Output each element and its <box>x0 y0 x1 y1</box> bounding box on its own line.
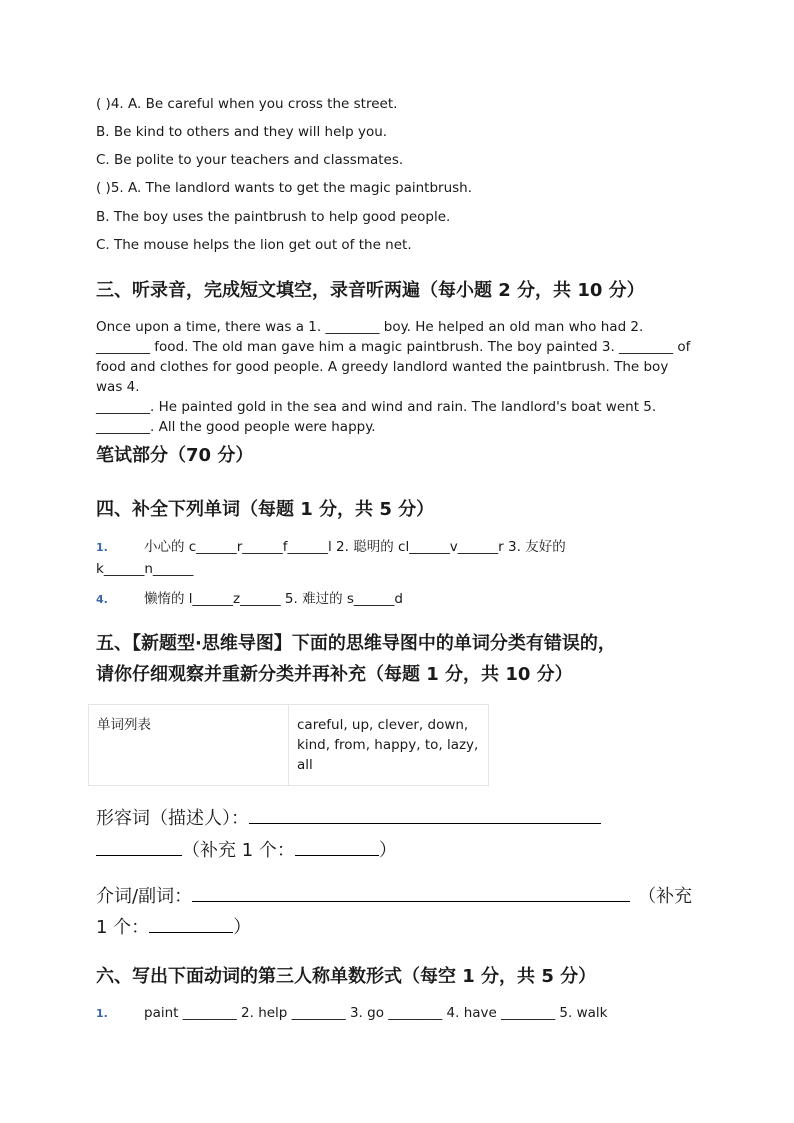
adjective-close-paren: ） <box>378 840 397 861</box>
section3-heading: 三、听录音，完成短文填空，录音听两遍（每小题 2 分，共 10 分） <box>96 280 645 301</box>
adjective-answer-blank[interactable] <box>249 805 601 824</box>
passage-line: food and clothes for good people. A greedy landlord wanted the paintbrush. The boy was 4. <box>96 359 669 395</box>
word-list-words-cell: careful, up, clever, down, kind, from, happy, to, lazy, all <box>289 705 489 786</box>
section5-heading-line: 五、【新题型·思维导图】下面的思维导图中的单词分类有错误的， <box>96 633 616 654</box>
section3-passage <box>96 317 694 437</box>
written-part-heading: 笔试部分（70 分） <box>96 445 254 466</box>
section4-item-1-continued: k______n______ <box>96 561 194 577</box>
preposition-label: 介词/副词： <box>96 886 193 907</box>
word-list-label-cell: 单词列表 <box>89 705 289 786</box>
q5-option-b: B. The boy uses the paintbrush to help good people. <box>96 209 451 225</box>
section6-heading: 六、写出下面动词的第三人称单数形式（每空 1 分，共 5 分） <box>96 966 597 987</box>
q4-option-c: C. Be polite to your teachers and classmates. <box>96 152 404 168</box>
section5-heading-line: 请你仔细观察并重新分类并再补充（每题 1 分，共 10 分） <box>96 664 573 685</box>
adjective-row <box>96 804 601 830</box>
preposition-close-paren: ） <box>233 917 252 938</box>
section4-heading: 四、补全下列单词（每题 1 分，共 5 分） <box>96 499 435 520</box>
preposition-supplement-blank[interactable] <box>149 914 233 933</box>
item-text: paint ________ 2. help ________ 3. go ________ 4. have ________ 5. walk <box>144 1005 608 1021</box>
word-list-table <box>88 704 489 786</box>
q4-option-b: B. Be kind to others and they will help you. <box>96 124 388 140</box>
item-text: 小心的 c______r______f______l 2. 聪明的 cl______v______r 3. 友好的 <box>144 539 566 555</box>
preposition-supplement-label-2: 1 个： <box>96 917 150 938</box>
item-number: 1. <box>96 1007 108 1020</box>
adjective-supplement-label: （补充 1 个： <box>182 840 295 861</box>
adjective-label: 形容词（描述人）： <box>96 808 249 829</box>
q5-option-a: ( )5. A. The landlord wants to get the magic paintbrush. <box>96 180 473 196</box>
section6-item-1 <box>96 1005 607 1021</box>
section4-item-1 <box>96 535 566 555</box>
passage-line: ________. All the good people were happy. <box>96 419 376 435</box>
q5-option-c: C. The mouse helps the lion get out of the net. <box>96 237 412 253</box>
section4-item-4 <box>96 587 403 607</box>
preposition-row <box>96 882 692 908</box>
passage-line: Once upon a time, there was a 1. ________ boy. He helped an old man who had 2. <box>96 319 644 335</box>
item-number: 1. <box>96 541 108 554</box>
section5-heading <box>96 628 696 690</box>
preposition-supplement-label: （补充 <box>638 886 693 907</box>
item-number: 4. <box>96 593 108 606</box>
adjective-supplement-row <box>96 836 397 862</box>
adjective-answer-blank-2[interactable] <box>96 837 182 856</box>
item-text: 懒惰的 l______z______ 5. 难过的 s______d <box>144 591 403 607</box>
preposition-answer-blank[interactable] <box>192 883 630 902</box>
q4-option-a: ( )4. A. Be careful when you cross the street. <box>96 96 398 112</box>
passage-line: ________. He painted gold in the sea and wind and rain. The landlord's boat went 5. <box>96 399 657 415</box>
adjective-supplement-blank[interactable] <box>295 837 379 856</box>
table-row <box>89 705 489 786</box>
passage-line: ________ food. The old man gave him a magic paintbrush. The boy painted 3. ________ of <box>96 339 691 355</box>
preposition-supplement-row <box>96 913 251 939</box>
